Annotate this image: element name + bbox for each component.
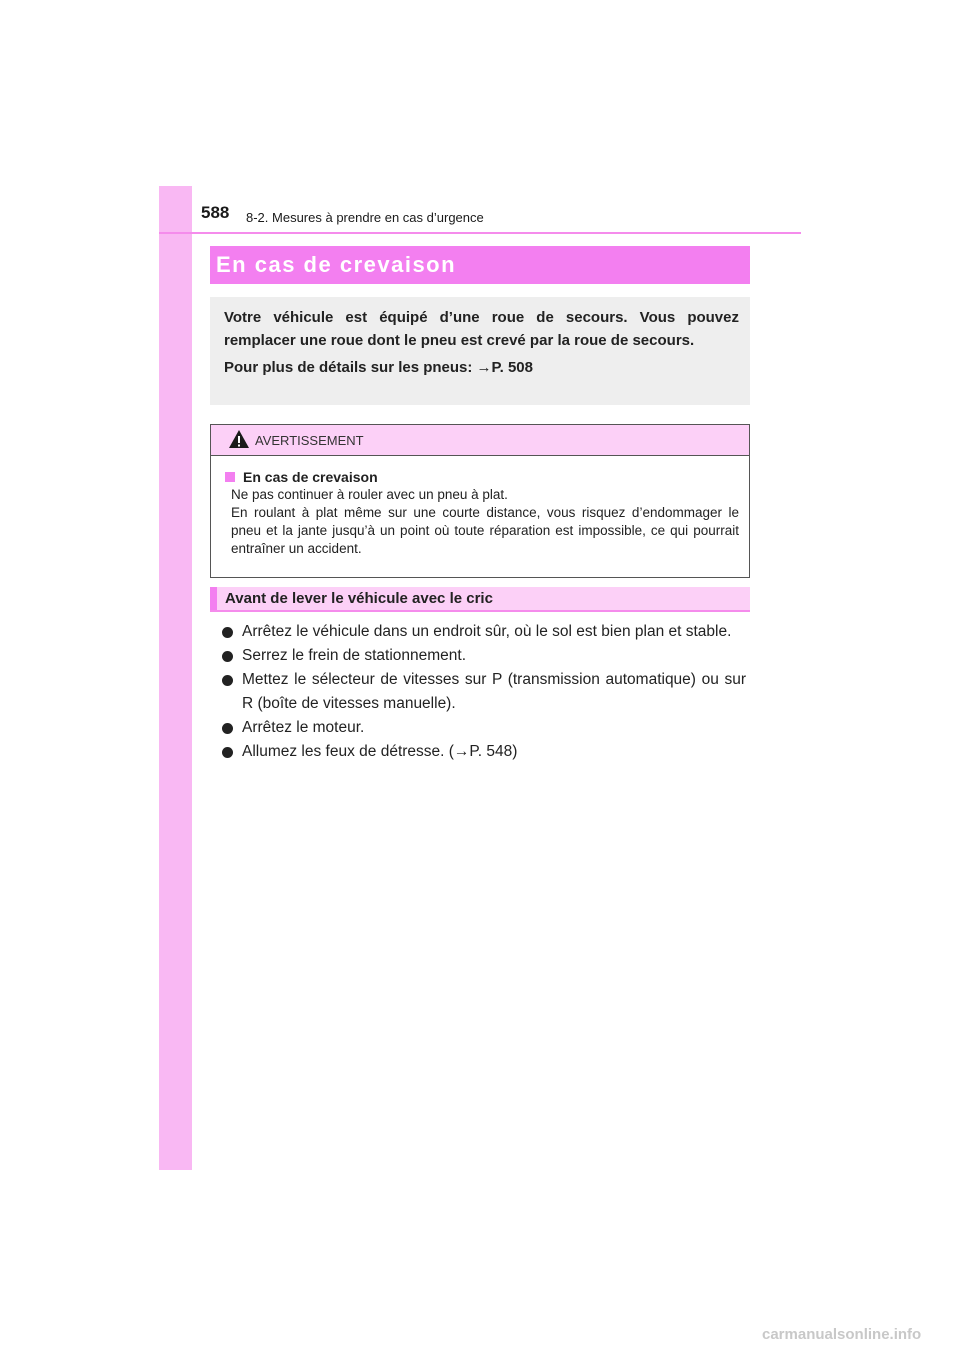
warning-body [211, 456, 749, 558]
bullet-icon [222, 651, 233, 662]
bullet-list [222, 620, 746, 764]
header-rule [159, 232, 801, 234]
list-item: Arrêtez le moteur. [222, 716, 746, 740]
side-strip [159, 186, 192, 1170]
subsection-header [210, 587, 750, 612]
watermark: carmanualsonline.info [762, 1326, 922, 1343]
page-number: 588 [201, 203, 230, 222]
intro-reference: Pour plus de détails sur les pneus: →P. 508 [224, 359, 533, 376]
list-item: Mettez le sélecteur de vitesses sur P (transmission automatique) ou sur R (boîte de vitesses manuelle). [222, 668, 746, 716]
warning-box [210, 424, 750, 578]
section-label: 8-2. Mesures à prendre en cas d’urgence [246, 210, 484, 225]
bullet-icon [222, 723, 233, 734]
list-item: Allumez les feux de détresse. (→P. 548) [222, 740, 746, 764]
subsection-accent [210, 587, 217, 610]
intro-text: Votre véhicule est équipé d’une roue de secours. Vous pouvez remplacer une roue dont le pneu est crevé par la roue de secours. [224, 309, 739, 349]
bullet-icon [222, 747, 233, 758]
title-bar [210, 246, 750, 284]
subsection-title: Avant de lever le véhicule avec le cric [225, 590, 493, 607]
intro-box [210, 297, 750, 405]
square-bullet-icon [225, 472, 235, 482]
warning-subheading [225, 468, 739, 486]
warning-subheading-text: En cas de crevaison [243, 469, 378, 485]
warning-line: Ne pas continuer à rouler avec un pneu à plat. [231, 487, 508, 502]
warning-triangle-icon [228, 429, 250, 449]
warning-line: En roulant à plat même sur une courte distance, vous risquez d’endommager le pneu et la jante jusqu’à un point où toute réparation est impossible, ce qui pourrait entraîner un accident. [231, 505, 739, 556]
warning-header [211, 425, 749, 456]
list-item: Serrez le frein de stationnement. [222, 644, 746, 668]
list-item: Arrêtez le véhicule dans un endroit sûr, où le sol est bien plan et stable. [222, 620, 746, 644]
page-title: En cas de crevaison [216, 252, 457, 277]
bullet-icon [222, 675, 233, 686]
bullet-icon [222, 627, 233, 638]
warning-label: AVERTISSEMENT [255, 433, 364, 448]
warning-text [225, 486, 739, 558]
